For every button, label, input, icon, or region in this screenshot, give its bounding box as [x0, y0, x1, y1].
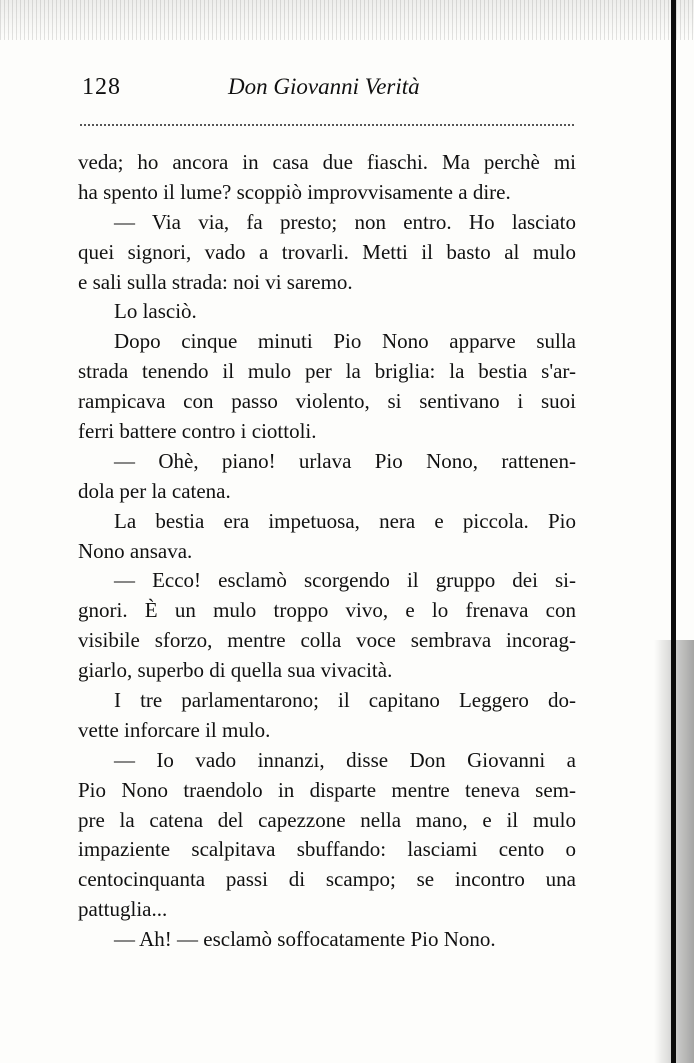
- body-text: [78, 148, 576, 955]
- text-line: impaziente scalpitava sbuffando: lasciami cento o: [78, 837, 576, 862]
- running-header: [82, 74, 574, 108]
- text-line: vette inforcare il mulo.: [78, 717, 271, 742]
- text-line: gnori. È un mulo troppo vivo, e lo frenava con: [78, 598, 576, 623]
- text-line: — Via via, fa presto; non entro. Ho lasciato: [114, 209, 576, 234]
- text-line: Nono ansava.: [78, 538, 193, 563]
- text-line: — Ecco! esclamò scorgendo il gruppo dei si-: [114, 568, 576, 593]
- text-line: La bestia era impetuosa, nera e piccola. Pio: [114, 508, 576, 533]
- text-line: veda; ho ancora in casa due fiaschi. Ma perchè mi: [78, 150, 576, 174]
- text-line: I tre parlamentarono; il capitano Leggero do-: [114, 688, 576, 713]
- text-line: pattuglia...: [78, 897, 168, 922]
- text-line: Lo lasciò.: [114, 299, 197, 324]
- text-line: — Ohè, piano! urlava Pio Nono, rattenen-: [114, 448, 576, 473]
- text-line: — Io vado innanzi, disse Don Giovanni a: [114, 747, 576, 772]
- text-line: ha spento il lume? scoppiò improvvisamente a dire.: [78, 179, 511, 204]
- text-line: pre la catena del capezzone nella mano, e il mulo: [78, 807, 576, 832]
- page-edge-shadow: [654, 640, 694, 1063]
- text-line: giarlo, superbo di quella sua vivacità.: [78, 658, 393, 683]
- text-line: visibile sforzo, mentre colla voce sembrava incorag-: [78, 628, 576, 653]
- running-title: Don Giovanni Verità: [228, 74, 420, 99]
- text-line: Pio Nono traendolo in disparte mentre teneva sem-: [78, 777, 576, 802]
- text-line: Dopo cinque minuti Pio Nono apparve sulla: [114, 329, 576, 354]
- text-line: dola per la catena.: [78, 478, 231, 503]
- text-line: e sali sulla strada: noi vi saremo.: [78, 269, 353, 294]
- text-line: rampicava con passo violento, si sentivano i suoi: [78, 389, 576, 414]
- text-line: quei signori, vado a trovarli. Metti il basto al mulo: [78, 239, 576, 264]
- text-line: ferri battere contro i ciottoli.: [78, 419, 317, 444]
- text-line: strada tenendo il mulo per la briglia: la bestia s'ar-: [78, 359, 576, 384]
- header-rule: [80, 124, 574, 126]
- scan-noise: [0, 0, 694, 40]
- page-number: 128: [82, 74, 121, 100]
- text-line: centocinquanta passi di scampo; se incontro una: [78, 867, 576, 892]
- text-line: — Ah! — esclamò soffocatamente Pio Nono.: [114, 927, 496, 952]
